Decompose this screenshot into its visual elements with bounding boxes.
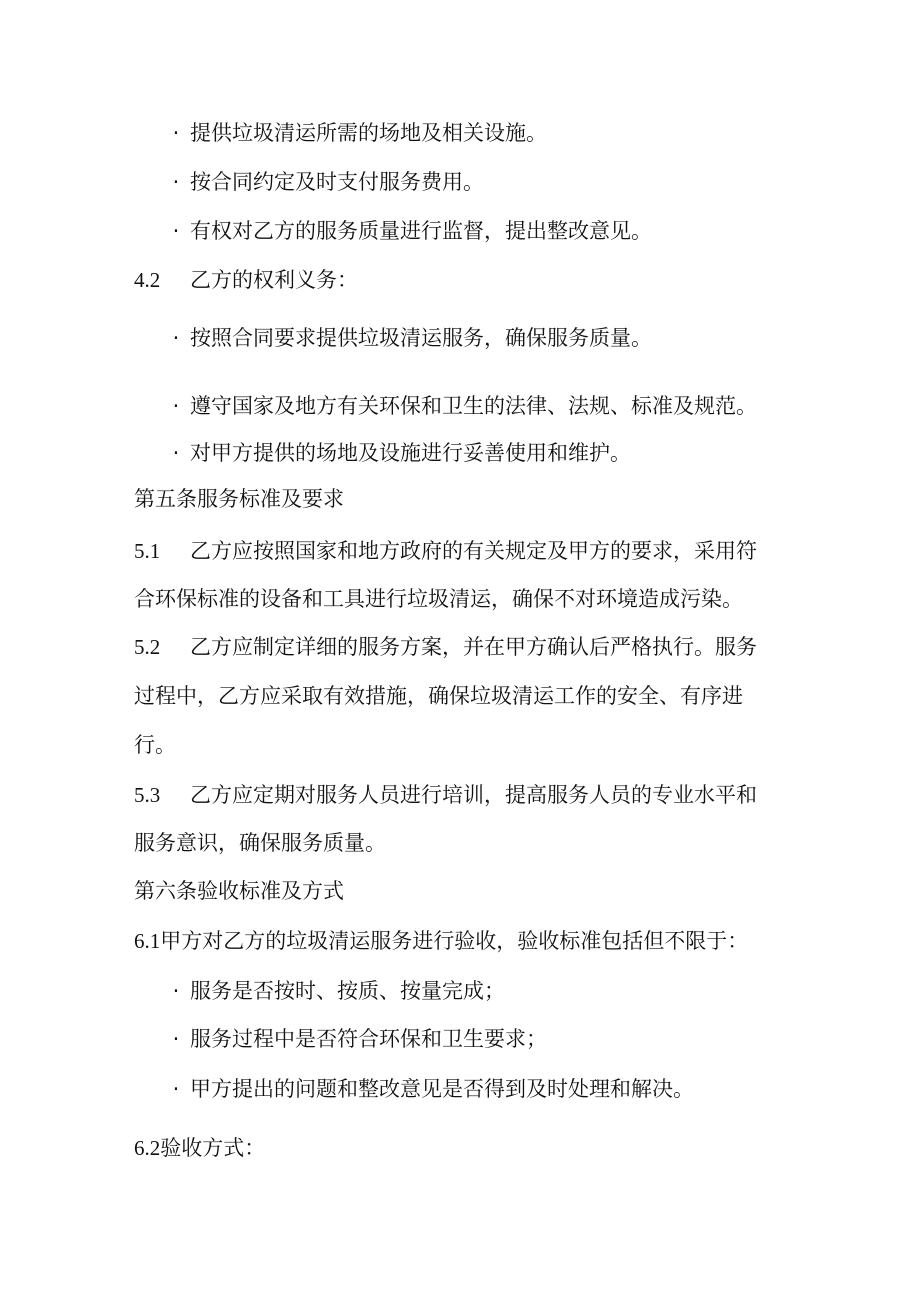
section-text: 乙方应定期对服务人员进行培训，提高服务人员的专业水平和 <box>190 783 757 807</box>
bullet-dot: · <box>172 394 180 418</box>
bullet-text: 服务过程中是否符合环保和卫生要求； <box>190 1027 547 1051</box>
bullet-dot: · <box>172 1077 180 1101</box>
section-text: 验收方式： <box>160 1136 266 1160</box>
section-text: 过程中，乙方应采取有效措施，确保垃圾清运工作的安全、有序进 <box>134 684 743 708</box>
section-text: 行。 <box>134 733 176 757</box>
section-text: 合环保标准的设备和工具进行垃圾清运，确保不对环境造成污染。 <box>134 587 743 611</box>
bullet-text: 服务是否按时、按质、按量完成； <box>190 979 505 1003</box>
section-number: 6.1 <box>134 929 161 953</box>
bullet-dot: · <box>172 121 180 145</box>
section-text: 甲方对乙方的垃圾清运服务进行验收，验收标准包括但不限于： <box>160 929 749 953</box>
bullet-dot: · <box>172 170 180 194</box>
bullet-dot: · <box>172 219 180 243</box>
section-6-2-line <box>134 1133 265 1163</box>
bullet-dot: · <box>172 326 180 350</box>
section-number: 6.2 <box>134 1136 161 1160</box>
section-text: 服务意识，确保服务质量。 <box>134 831 386 855</box>
section-number: 5.3 <box>134 783 161 807</box>
section-number: 5.2 <box>134 635 161 659</box>
bullet-dot: · <box>172 979 180 1003</box>
section-text: 乙方应按照国家和地方政府的有关规定及甲方的要求，采用符 <box>190 539 757 563</box>
section-number: 5.1 <box>134 539 161 563</box>
bullet-text: 提供垃圾清运所需的场地及相关设施。 <box>190 121 547 145</box>
bullet-dot: · <box>172 441 180 465</box>
bullet-text: 遵守国家及地方有关环保和卫生的法律、法规、标准及规范。 <box>190 394 757 418</box>
bullet-text: 按合同约定及时支付服务费用。 <box>190 170 484 194</box>
article-heading-text: 第六条验收标准及方式 <box>134 879 344 903</box>
bullet-dot: · <box>172 1027 180 1051</box>
bullet-text: 对甲方提供的场地及设施进行妥善使用和维护。 <box>190 441 631 465</box>
bullet-text: 按照合同要求提供垃圾清运服务，确保服务质量。 <box>190 326 652 350</box>
article-heading-text: 第五条服务标准及要求 <box>134 487 344 511</box>
section-6-1-line <box>134 926 748 956</box>
section-number: 4.2 <box>134 268 161 292</box>
section-text: 乙方应制定详细的服务方案，并在甲方确认后严格执行。服务 <box>190 635 757 659</box>
bullet-text: 有权对乙方的服务质量进行监督，提出整改意见。 <box>190 219 652 243</box>
bullet-text: 甲方提出的问题和整改意见是否得到及时处理和解决。 <box>190 1077 694 1101</box>
section-text: 乙方的权利义务： <box>190 268 358 292</box>
